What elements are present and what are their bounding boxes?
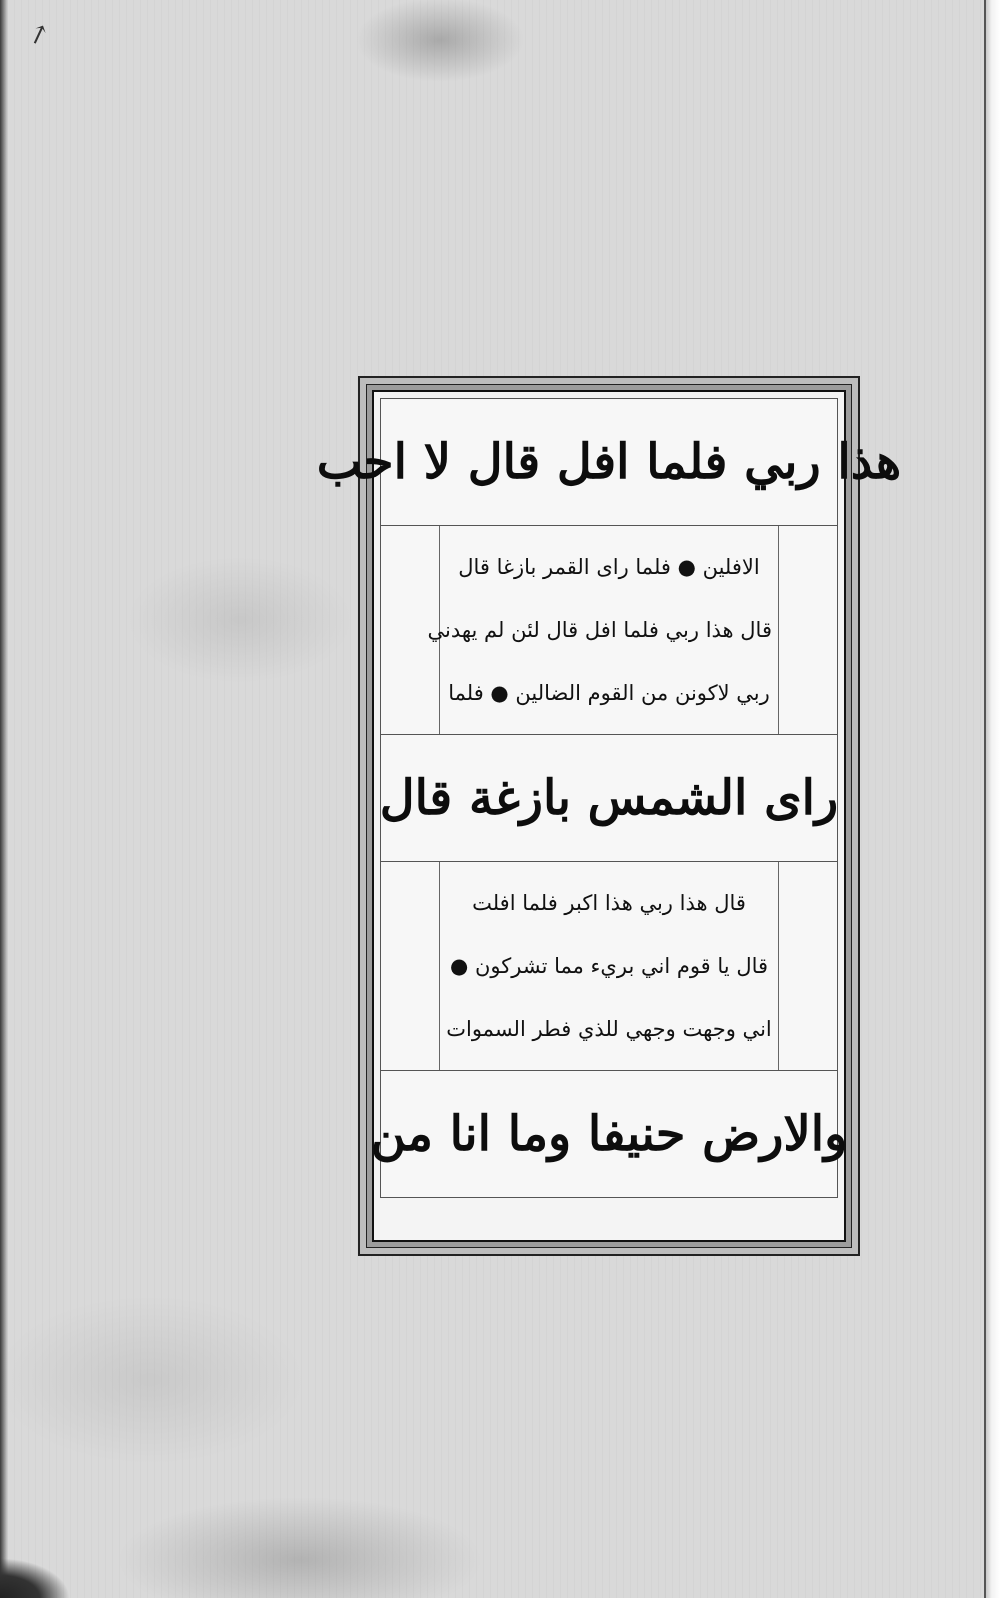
large-band-3-text: والارض حنيفا وما انا من [370,1106,848,1162]
text-line: قال يا قوم اني بريء مما تشركون ● [449,953,769,978]
text-block-2-column [439,862,779,1070]
large-band-2 [380,734,838,862]
text-block-1 [380,525,838,735]
text-block-2 [380,861,838,1071]
binding-shadow [0,0,8,1598]
text-block-1-column [427,526,779,734]
panel-frame [316,384,902,1248]
large-band-1 [316,398,902,526]
text-line: ربي لاكونن من القوم الضالين ● فلما [448,680,770,705]
text-line: الافلين ● فلما راى القمر بازغا قال [458,555,760,580]
calligraphy-panel [316,376,902,1256]
text-line: قال هذا ربي هذا اكبر فلما افلت [472,891,746,916]
panel-body [316,390,902,1242]
large-band-1-text: هذا ربي فلما افل قال لا احب [316,434,902,490]
corner-stain [0,1558,70,1598]
text-line: قال هذا ربي فلما افل قال لئن لم يهدني [427,617,772,642]
folio-mark-icon: ↗ [23,17,55,53]
large-band-2-text: راى الشمس بازغة قال [379,770,839,826]
page-edge [984,0,1000,1598]
large-band-3 [370,1070,848,1198]
text-line: اني وجهت وجهي للذي فطر السموات [446,1016,772,1041]
